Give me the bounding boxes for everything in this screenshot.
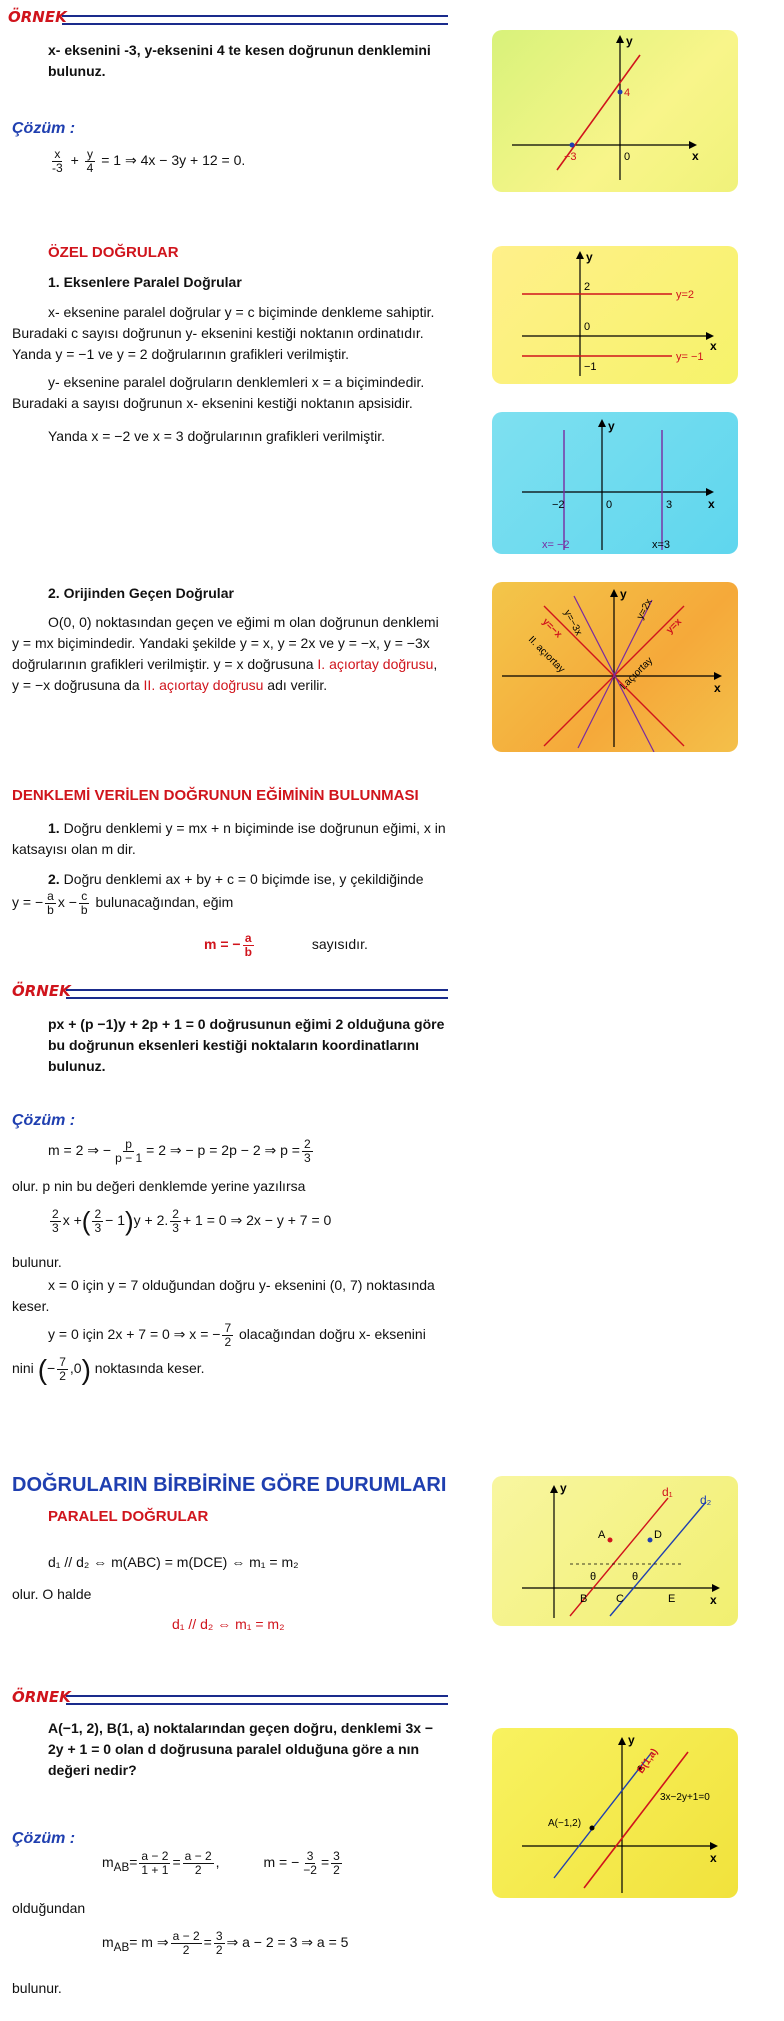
frac-num: 7 [224,1321,232,1335]
solution-label-3: Çözüm : [12,1830,76,1847]
origin-label: 0 [606,499,613,511]
frac-num: a − 2 [141,1849,169,1863]
step-part: = [129,1854,138,1871]
tick-minus1-label: −1 [584,361,597,373]
frac-den: 3 [303,1151,311,1165]
point-a-label: A [598,1529,606,1541]
paragraph-parallel-y: y- eksenine paralel doğruların denklemleri x = a biçimindedir. Buradaki a sayısı doğrunun x- eksenini kestiği noktanın apsisidir. [12,374,425,411]
frac-den: 3 [172,1221,179,1235]
x-axis-label: x [714,681,721,695]
slope-formula-lhs: m = − [204,936,241,953]
line-ym1-label: y= −1 [676,351,704,363]
step-part: = [320,1854,330,1871]
frac-num: 2 [52,1207,59,1221]
example-2-step-2: olur. p nin bu değeri denklemde yerine yazılırsa [12,1178,306,1194]
line-yx-label: y=x [664,616,685,637]
slope-result [204,932,368,959]
line-ymx-label: y=−x [539,616,564,641]
paragraph-vertical-lines: Yanda x = −2 ve x = 3 doğrularının grafikleri verilmiştir. [48,428,386,444]
figure-4-panel [492,582,738,752]
step-part: x + [62,1212,82,1229]
frac-num: 7 [59,1355,66,1369]
tick-3-label: 3 [666,499,673,511]
step-part: m [102,1854,114,1871]
x-axis-label: x [710,1851,717,1865]
figure-3-graph [492,412,738,554]
second-bisector-term: II. açıortay doğrusu [143,677,264,693]
slope-rule-2-formula [12,890,233,917]
subsection-1-title: 1. Eksenlere Paralel Doğrular [48,274,242,290]
example-3-question: A(−1, 2), B(1, a) noktalarından geçen doğru, denklemi 3x − 2y + 1 = 0 olan d doğrusuna paralel olduğuna göre a nın değeri nedir? [48,1720,434,1778]
origin-text-part: adı verilir. [263,677,328,693]
example-3-step-4: bulunur. [12,1980,62,1996]
point-b-label: B [580,1593,588,1605]
frac-num: p [125,1137,132,1151]
x-axis-label: x [708,497,715,511]
rule-text: Doğru denklemi ax + by + c = 0 biçimde ise, y çekildiğinde [59,871,424,887]
step-part: − 1 [105,1212,125,1229]
step-part: − [47,1360,56,1377]
frac-den: 1 + 1 [141,1863,169,1877]
paragraph-origin-lines [12,612,448,696]
solution-label-1: Çözüm : [12,120,76,137]
y-axis-label: y [620,587,627,601]
frac-den: 2 [59,1369,66,1383]
frac-den: 3 [52,1221,59,1235]
solution-label-2: Çözüm : [12,1112,76,1129]
frac-den: 2 [224,1335,232,1349]
figure-6-panel [492,1728,738,1898]
ornek-label-1: ÖRNEK [8,8,67,26]
point-a-label: A(−1,2) [548,1818,582,1829]
frac-num: 3 [215,1929,223,1943]
point-e-label: E [668,1593,676,1605]
section-title-relations: DOĞRULARIN BİRBİRİNE GÖRE DURUMLARI [12,1474,447,1496]
second-bisector-label: II. açıortay [525,634,567,676]
frac-num: c [81,889,88,903]
x-intercept-label: −3 [564,151,577,163]
figure-1-panel [492,30,738,192]
step-part: = m ⇒ [129,1934,169,1951]
x-axis-label: x [692,149,699,163]
parallel-condition: d₁ // d₂ ⇔ m(ABC) = m(DCE) ⇔ m₁ = m₂ [48,1554,299,1570]
step-part: y = 0 için 2x + 7 = 0 ⇒ x = − [48,1326,221,1343]
frac-den: -3 [52,161,63,175]
y-intercept-label: 4 [624,87,631,99]
frac-num: y [86,147,93,161]
example-2-step-4: bulunur. [12,1254,62,1270]
figure-5-graph [492,1476,738,1626]
formula-part: bulunacağından, eğim [91,894,234,911]
ornek-rule-3 [66,1695,448,1705]
example-2-step-5: x = 0 için y = 7 olduğundan doğru y- eksenini (0, 7) noktasında keser. [12,1277,435,1314]
formula-part: y = − [12,894,44,911]
example-2-step-7: nini (− $\frac{7}{2}$ ,0) noktasında keser. [12,1354,205,1385]
step-sub: AB [113,1941,130,1954]
figure-5-panel [492,1476,738,1626]
frac-num: 2 [303,1137,311,1151]
ornek-label-3: ÖRNEK [12,1688,71,1706]
step-part: nini [12,1360,34,1377]
frac-den: p − 1 [115,1151,143,1165]
line-ym3x-label: y=−3x [561,608,584,638]
example-3-step-3 [102,1930,348,1958]
line-equation-label: 3x−2y+1=0 [660,1792,710,1803]
first-bisector-term: I. açıortay doğrusu [317,656,434,672]
example-2-step-3: $\frac{2}{3}$ x +( $\frac{2}{3}$ − 1)y + 2. $\frac{2}{3}$ + 1 = 0 ⇒ 2x − y + 7 = 0 [52,1206,332,1236]
origin-label: 0 [624,151,631,163]
frac-num: 3 [333,1849,340,1863]
tick-minus2-label: −2 [552,499,565,511]
step-part: = [203,1934,212,1951]
step-part: y + 2. [133,1212,169,1229]
line-y2x-label: y=2x [634,597,655,622]
frac-den: b [80,903,88,917]
frac-num: a [244,931,252,945]
example-3-step-2: olduğundan [12,1900,86,1916]
y-axis-label: y [626,34,633,48]
section-title-ozel: ÖZEL DOĞRULAR [48,244,179,261]
origin-label: 0 [584,321,591,333]
figure-2-panel [492,246,738,384]
slope-rule-2 [48,869,448,890]
frac-num: 2 [172,1207,179,1221]
figure-6-graph [492,1728,738,1898]
slope-result-text: sayısıdır. [311,936,368,953]
frac-den: −2 [303,1863,317,1877]
frac-den: 2 [215,1943,223,1957]
step-part: ,0 [69,1360,82,1377]
ornek-rule-2 [66,989,448,999]
slope-rule-1 [12,818,448,860]
x-axis-label: x [710,1593,717,1607]
line-d2-label: d₂ [700,1493,712,1507]
paragraph-parallel-x: x- eksenine paralel doğrular y = c biçiminde denkleme sahiptir. Buradaki c sayısı doğrunun y- eksenini kestiği noktanın ordinatıdır. Yanda y = −1 ve y = 2 doğrularının grafikleri verilmiştir. [12,304,435,362]
frac-num: 2 [94,1207,102,1221]
example-1-equation [48,148,245,175]
example-2-step-6 [48,1322,426,1349]
formula-part: x − [57,894,77,911]
figure-2-graph [492,246,738,384]
parallel-olur: olur. O halde [12,1586,92,1602]
example-2-step-1 [48,1138,315,1165]
step-part: ⇒ a − 2 = 3 ⇒ a = 5 [226,1934,349,1951]
example-3-step-1: $m_{AB}=$ $\frac{a - 2}{1 + 1}$ = $\frac{a - 2}{2}$ , m = − $\frac{3}{-2}$ = $\frac{3}{2}$ [102,1849,340,1877]
y-axis-label: y [608,419,615,433]
frac-num: a − 2 [184,1849,212,1863]
parallel-result: d₁ // d₂ ⇔ m₁ = m₂ [172,1616,285,1632]
line-y2-label: y=2 [676,289,695,301]
frac-num: a − 2 [172,1929,200,1943]
line-xm2-label: x= −2 [542,539,570,551]
first-bisector-label: I.açıortay [618,655,656,693]
line-x3-label: x=3 [652,539,671,551]
subsection-2-title: 2. Orijinden Geçen Doğrular [48,585,234,601]
y-axis-label: y [560,1481,567,1495]
frac-den: 2 [333,1863,340,1877]
ornek-rule-1 [62,15,448,25]
equation-rest: = 1 ⇒ 4x − 3y + 12 = 0. [101,152,246,169]
step-part: + 1 = 0 ⇒ 2x − y + 7 = 0 [182,1212,332,1229]
origin-text-part: O(0, 0) noktasından geçen ve eğimi m olan doğrunun denklemi y = mx biçimindedir. Yandaki şekilde y = x, y = 2x ve y = −x, y = −3x doğrularının grafikleri verilmiştir. y = x doğrusuna [12,614,439,672]
frac-den: b [47,903,54,917]
figure-1-graph [492,30,738,192]
section-title-slope: DENKLEMİ VERİLEN DOĞRUNUN EĞİMİNİN BULUNMASI [12,787,419,804]
frac-num: 3 [306,1849,314,1863]
example-1-question: x- eksenini -3, y-eksenini 4 te kesen doğrunun denklemini bulunuz. [48,42,431,79]
step-part: noktasında keser. [90,1360,205,1377]
frac-den: 4 [86,161,94,175]
figure-4-graph [492,582,738,752]
point-b-label: B(1,a) [635,1746,661,1776]
step-part: olacağından doğru x- eksenini [235,1326,426,1343]
frac-den: b [244,945,252,959]
frac-den: 2 [182,1943,190,1957]
frac-num: x [54,147,61,161]
frac-den: 2 [194,1863,202,1877]
subsection-parallel-title: PARALEL DOĞRULAR [48,1508,209,1525]
angle-theta-2: θ [632,1571,639,1583]
figure-3-panel [492,412,738,554]
angle-theta-1: θ [590,1571,597,1583]
step-part: = 2 ⇒ − p = 2p − 2 ⇒ p = [146,1142,300,1159]
x-axis-label: x [710,339,717,353]
step-part: = [172,1854,181,1871]
plus-sign: + [70,152,79,169]
step-part: m [102,1934,114,1951]
rule-number: 2. [48,871,60,887]
example-2-question: px + (p −1)y + 2p + 1 = 0 doğrusunun eğimi 2 olduğuna göre bu doğrunun eksenleri kestiği noktaların koordinatlarını bulunuz. [48,1016,445,1074]
frac-den: 3 [94,1221,102,1235]
frac-num: a [47,889,54,903]
point-c-label: C [616,1593,624,1605]
origin-text-part: , y = −x doğrusuna da [12,656,438,693]
line-d1-label: d₁ [662,1485,673,1499]
rule-text: Doğru denklemi y = mx + n biçiminde ise doğrunun eğimi, x in katsayısı olan m dir. [12,820,446,857]
y-axis-label: y [628,1733,635,1747]
point-d-label: D [654,1529,662,1541]
step-sub: AB [113,1861,130,1874]
y-axis-label: y [586,250,593,264]
tick-2-label: 2 [584,281,591,293]
rule-number: 1. [48,820,60,836]
step-part: m = − [263,1854,300,1871]
step-part: m = 2 ⇒ − [48,1142,112,1159]
ornek-label-2: ÖRNEK [12,982,71,1000]
